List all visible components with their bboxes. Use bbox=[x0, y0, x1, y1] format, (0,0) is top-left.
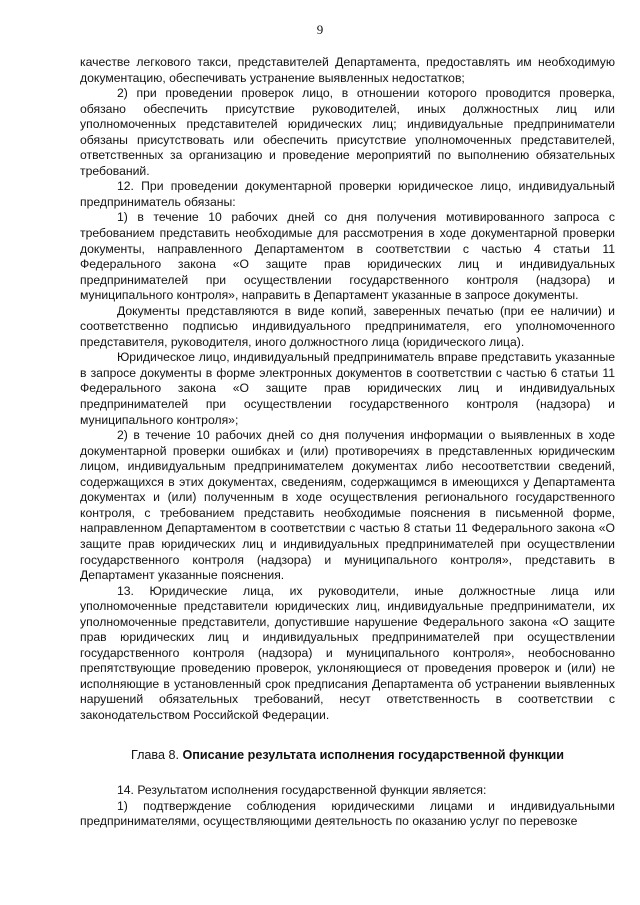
paragraph: 13. Юридические лица, их руководители, иные должностные лица или уполномоченные представители юридических лиц, индивидуальные предприниматели, их уполномоченные представители, допустившие нарушение Федерального закона «О защите прав юридических лиц и индивидуальных предпринимателей при осуществлении государственного контроля (надзора) и муниципального контроля», необоснованно препятствующие проведению проверок, уклоняющиеся от проведения проверок и (или) не исполняющие в установленный срок предписания Департамента об устранении выявленных нарушений обязательных требований, несут ответственность в соответствии с законодательством Российской Федерации. bbox=[80, 583, 615, 722]
paragraph: 2) при проведении проверок лицо, в отношении которого проводится проверка, обязано обеспечить присутствие руководителей, иных должностных лиц или уполномоченных представителей юридических лиц; индивидуальные предприниматели обязаны присутствовать или обеспечить присутствие уполномоченных представителей, ответственных за организацию и проведение мероприятий по выполнению обязательных требований. bbox=[80, 86, 615, 178]
paragraph: 12. При проведении документарной проверки юридическое лицо, индивидуальный предприниматель обязаны: bbox=[80, 179, 615, 209]
paragraph: Документы представляются в виде копий, заверенных печатью (при ее наличии) и соответственно подписью индивидуального предпринимателя, его уполномоченного представителя, руководителя, иного должностного лица (юридического лица). bbox=[80, 303, 615, 349]
document-body bbox=[80, 55, 615, 830]
chapter-heading bbox=[80, 748, 615, 764]
paragraph: 2) в течение 10 рабочих дней со дня получения информации о выявленных в ходе документарной проверки ошибках и (или) противоречиях в представленных юридическим лицом, индивидуальным предпринимателем документах либо несоответствии сведений, содержащихся в этих документах, сведениям, содержащимся в имеющихся у Департамента документах и (или) полученным в ходе осуществления регионального государственного контроля, с требованием представить необходимые пояснения в письменной форме, направленном Департаментом в соответствии с частью 8 статьи 11 Федерального закона «О защите прав юридических лиц и индивидуальных предпринимателей при осуществлении государственного контроля (надзора) и муниципального контроля», представить в Департамент указанные пояснения. bbox=[80, 428, 615, 583]
section-result bbox=[80, 783, 615, 830]
section-obligations bbox=[80, 55, 615, 724]
paragraph: Юридическое лицо, индивидуальный предприниматель вправе представить указанные в запросе документы в форме электронных документов в соответствии с частью 6 статьи 11 Федерального закона «О защите прав юридических лиц и индивидуальных предпринимателей при осуществлении государственного контроля (надзора) и муниципального контроля»; bbox=[80, 350, 615, 427]
paragraph: 1) в течение 10 рабочих дней со дня получения мотивированного запроса с требованием представить необходимые для рассмотрения в ходе документарной проверки документы, направленного Департаментом в соответствии с частью 4 статьи 11 Федерального закона «О защите прав юридических лиц и индивидуальных предпринимателей при осуществлении государственного контроля (надзора) и муниципального контроля», направить в Департамент указанные в запросе документы. bbox=[80, 210, 615, 303]
paragraph: 14. Результатом исполнения государственной функции является: bbox=[117, 783, 487, 798]
chapter-title: Описание результата исполнения государственной функции bbox=[182, 747, 565, 762]
paragraph: качестве легкового такси, представителей Департамента, предоставлять им необходимую документацию, обеспечивать устранение выявленных недостатков; bbox=[80, 55, 615, 85]
page-number: 9 bbox=[316, 22, 324, 37]
paragraph: 1) подтверждение соблюдения юридическими лицами и индивидуальными предпринимателями, осуществляющими деятельность по оказанию услуг по перевозке bbox=[80, 798, 615, 829]
chapter-prefix: Глава 8. bbox=[130, 747, 183, 762]
